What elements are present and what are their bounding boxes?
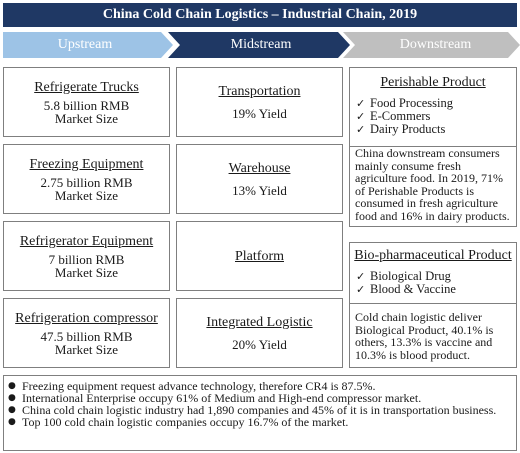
midstream-yield: 13% Yield [232, 182, 287, 198]
midstream-yield: 20% Yield [232, 336, 287, 352]
upstream-box-refrigerator [3, 221, 170, 291]
list-item: ✓ Blood & Vaccine [356, 282, 456, 296]
upstream-name: Refrigeration compressor [15, 311, 158, 326]
upstream-value: 47.5 billion RMB [40, 329, 133, 344]
check-icon: ✓ [356, 110, 366, 123]
list-item: ● Freezing equipment request advance technology, therefore CR4 is 87.5%. [8, 379, 376, 393]
upstream-box-compressor [3, 298, 170, 368]
list-item: ● International Enterprise occupy 61% of Medium and High-end compressor market. [8, 391, 422, 405]
downstream-box-perishable [349, 67, 517, 227]
list-item: ● Top 100 cold chain logistic companies occupy 16.7% of the market. [8, 415, 349, 429]
stage-upstream [3, 32, 173, 58]
downstream-box-biopharma [349, 242, 517, 368]
check-icon: ✓ [356, 283, 366, 296]
list-item: ✓ Dairy Products [356, 122, 446, 136]
upstream-value: 2.75 billion RMB [40, 175, 133, 190]
list-item: ● China cold chain logistic industry had 1,890 companies and 45% of it is in transportation business. [8, 403, 497, 417]
downstream-title: Perishable Product [380, 75, 486, 90]
stage-upstream-label: Upstream [57, 37, 113, 52]
downstream-list [356, 270, 516, 296]
check-icon: ✓ [356, 270, 366, 283]
bullet-icon: ● [8, 417, 16, 427]
upstream-value: 7 billion RMB [48, 252, 125, 267]
divider [350, 146, 516, 147]
stage-downstream-label: Downstream [399, 37, 472, 52]
downstream-note: China downstream consumers mainly consume fresh agriculture food. In 2019, 71% of Perishable Products is consumed in fresh agriculture food and 16% in dairy products. [355, 146, 510, 223]
upstream-name: Freezing Equipment [29, 157, 144, 172]
bullet-icon: ● [8, 405, 16, 415]
bullet-icon: ● [8, 393, 16, 403]
list-item: ✓ E-Commers [356, 109, 431, 123]
downstream-note: Cold chain logistic deliver Biological Product, 40.1% is others, 13.3% is vaccine and 10.3% is blood product. [355, 310, 494, 362]
upstream-name: Refrigerate Trucks [34, 80, 139, 95]
upstream-unit: Market Size [54, 265, 119, 280]
upstream-box-freezing [3, 144, 170, 214]
stage-midstream [168, 32, 350, 58]
midstream-yield: 19% Yield [232, 105, 287, 121]
upstream-unit: Market Size [54, 342, 119, 357]
page-title: China Cold Chain Logistics – Industrial Chain, 2019 [3, 3, 517, 27]
stage-midstream-label: Midstream [230, 37, 292, 52]
midstream-box-integrated [176, 298, 343, 368]
list-item: ✓ Food Processing [356, 96, 453, 110]
upstream-box-trucks [3, 67, 170, 137]
midstream-name: Platform [235, 248, 284, 264]
downstream-list [356, 97, 516, 136]
check-icon: ✓ [356, 123, 366, 136]
divider [350, 303, 516, 304]
upstream-name: Refrigerator Equipment [19, 234, 154, 249]
midstream-name: Integrated Logistic [206, 314, 313, 330]
upstream-value: 5.8 billion RMB [43, 98, 130, 113]
downstream-title: Bio-pharmaceutical Product [354, 248, 512, 263]
list-item: ✓ Biological Drug [356, 269, 451, 283]
midstream-box-warehouse [176, 144, 343, 214]
footer-notes [3, 375, 517, 451]
midstream-name: Transportation [218, 83, 301, 99]
check-icon: ✓ [356, 97, 366, 110]
upstream-unit: Market Size [54, 111, 119, 126]
midstream-name: Warehouse [228, 160, 291, 176]
bullet-icon: ● [8, 381, 16, 391]
upstream-unit: Market Size [54, 188, 119, 203]
footer-list [8, 380, 516, 428]
midstream-box-transportation [176, 67, 343, 137]
midstream-box-platform [176, 221, 343, 291]
stage-downstream [343, 32, 520, 58]
